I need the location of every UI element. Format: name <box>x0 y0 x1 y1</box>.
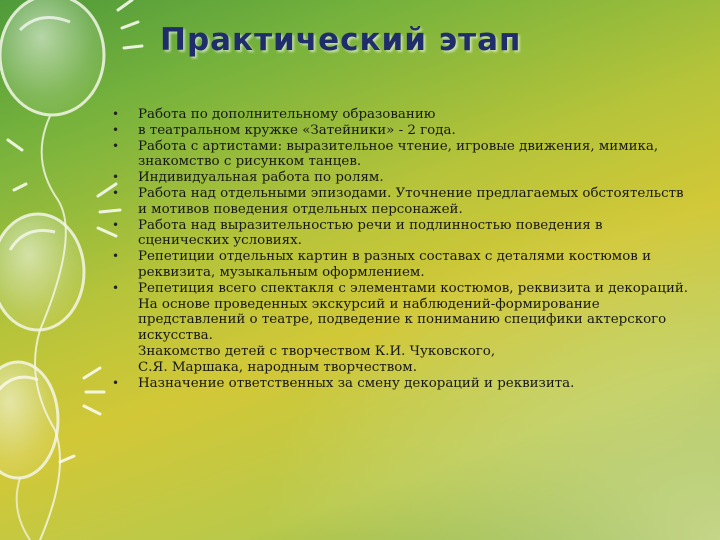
list-item-text: Работа по дополнительному образованию <box>138 107 436 122</box>
slide-title: Практический этап <box>160 22 522 58</box>
bullet-icon: • <box>112 170 120 185</box>
list-item <box>110 360 690 376</box>
list-item <box>110 376 690 392</box>
list-item-text: С.Я. Маршака, народным творчеством. <box>138 359 417 375</box>
list-item <box>110 218 690 250</box>
list-item <box>110 139 690 171</box>
list-item <box>110 249 690 281</box>
list-item-text: Знакомство детей с творчеством К.И. Чуковского, <box>138 343 496 359</box>
list-item-text: Репетиции отдельных картин в разных составах с деталями костюмов и реквизита, музыкальным оформлением. <box>138 249 651 280</box>
bullet-icon: • <box>112 122 120 137</box>
list-item <box>110 186 690 218</box>
list-item-text: Репетиция всего спектакля с элементами костюмов, реквизита и декораций. <box>138 280 689 296</box>
list-item-text: Назначение ответственных за смену декораций и реквизита. <box>138 375 575 391</box>
bullet-icon: • <box>112 249 120 264</box>
list-item-text: Индивидуальная работа по ролям. <box>138 170 384 186</box>
list-item <box>110 170 690 186</box>
list-item-text: в театральном кружке «Затейники» - 2 года. <box>138 122 456 138</box>
bullet-icon: • <box>112 280 120 295</box>
list-item <box>110 281 690 297</box>
bullet-list <box>110 107 690 391</box>
bullet-icon: • <box>112 185 120 200</box>
list-item-text: Работа над отдельными эпизодами. Уточнение предлагаемых обстоятельств и мотивов поведения отдельных персонажей. <box>138 185 684 217</box>
list-item <box>110 107 690 123</box>
list-item <box>110 297 690 344</box>
list-item <box>110 344 690 360</box>
bullet-icon: • <box>112 107 120 121</box>
list-item-text: Работа над выразительностью речи и подлинностью поведения в сценических условиях. <box>138 217 603 249</box>
bullet-icon: • <box>112 375 120 390</box>
bullet-icon: • <box>112 217 120 232</box>
list-item-text: На основе проведенных экскурсий и наблюдений-формирование представлений о театре, подведение к пониманию специфики актерского искусства. <box>138 296 667 344</box>
bullet-icon: • <box>112 138 120 153</box>
list-item-text: Работа с артистами: выразительное чтение, игровые движения, мимика, знакомство с рисунком танцев. <box>138 138 659 170</box>
list-item <box>110 123 690 139</box>
